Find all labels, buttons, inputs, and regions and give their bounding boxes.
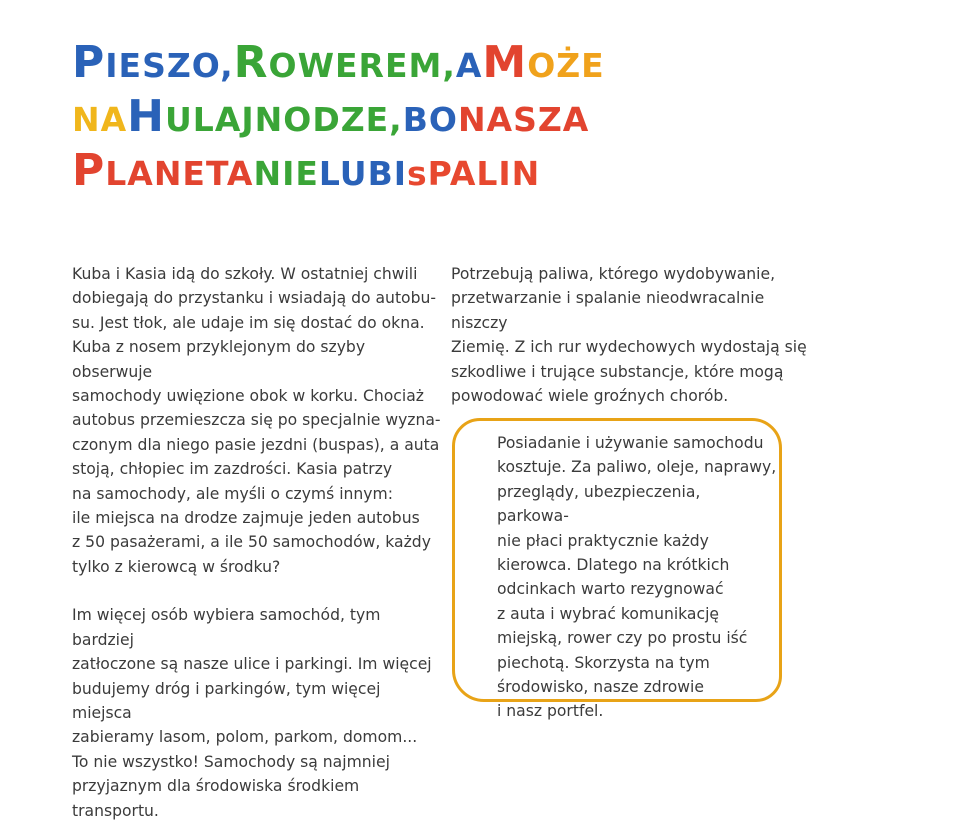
highlight-box: [497, 431, 777, 724]
title-segment: NA: [72, 100, 128, 139]
left-paragraph-2: Im więcej osób wybiera samochód, tym bardziej zatłoczone są nasze ulice i parkingi. Im więcej budujemy dróg i parkingów, tym więcej miejsca zabieramy lasom, polom, parkom, domom... To nie wszystko! Samochody są najmniej przyjaznym dla środowiska środkiem transportu.: [72, 606, 432, 820]
right-paragraph-1: Potrzebują paliwa, którego wydobywanie, przetwarzanie i spalanie nieodwracalnie niszczy Ziemię. Z ich rur wydechowych wydostają się szkodliwe i trujące substancje, które mogą powodować wiele groźnych chorób.: [451, 265, 807, 406]
title-segment: H: [127, 91, 165, 142]
title-segment: P: [72, 145, 106, 196]
title-segment: IESZO,: [105, 46, 234, 85]
title-segment: P: [72, 37, 106, 88]
highlight-box-text: Posiadanie i używanie samochodu kosztuje. Za paliwo, oleje, naprawy, przeglądy, ubezpieczenia, parkowa- nie płaci praktycznie każdy kierowca. Dlatego na krótkich odcinkach warto rezygnować z auta i wybrać komunikację miejską, rower czy po prostu iść piechotą. Skorzysta na tym środowisko, nasze zdrowie i nasz portfel.: [497, 434, 777, 721]
title-line-2: [72, 90, 692, 144]
title-segment: OWEREM,: [268, 46, 456, 85]
title-segment: NIE: [253, 154, 319, 193]
page-title: [72, 36, 692, 198]
title-segment: R: [233, 37, 269, 88]
title-line-3: [72, 144, 692, 198]
title-segment: LUBI: [318, 154, 408, 193]
left-column: [72, 262, 442, 823]
left-paragraph-1: Kuba i Kasia idą do szkoły. W ostatniej chwili dobiegają do przystanku i wsiadają do autobu- su. Jest tłok, ale udaje im się dostać do okna. Kuba z nosem przyklejonym do szyby obserwuje samochody uwięzione obok w korku. Chociaż autobus przemieszcza się po specjalnie wyzna- czonym dla niego pasie jezdni (buspas), a auta stoją, chłopiec im zazdrości. Kasia patrzy na samochody, ale myśli o czymś innym: ile miejsca na drodze zajmuje jeden autobus z 50 pasażerami, a ile 50 samochodów, każdy tylko z kierowcą w środku?: [72, 265, 441, 576]
title-segment: OŻE: [527, 46, 605, 85]
title-segment: A: [455, 46, 483, 85]
title-segment: sPALIN: [407, 154, 541, 193]
right-column: [451, 262, 811, 408]
title-segment: NASZA: [457, 100, 590, 139]
title-segment: M: [482, 37, 528, 88]
title-segment: BO: [402, 100, 458, 139]
title-segment: ULAJNODZE,: [165, 100, 403, 139]
title-segment: LANETA: [105, 154, 254, 193]
title-line-1: [72, 36, 692, 90]
